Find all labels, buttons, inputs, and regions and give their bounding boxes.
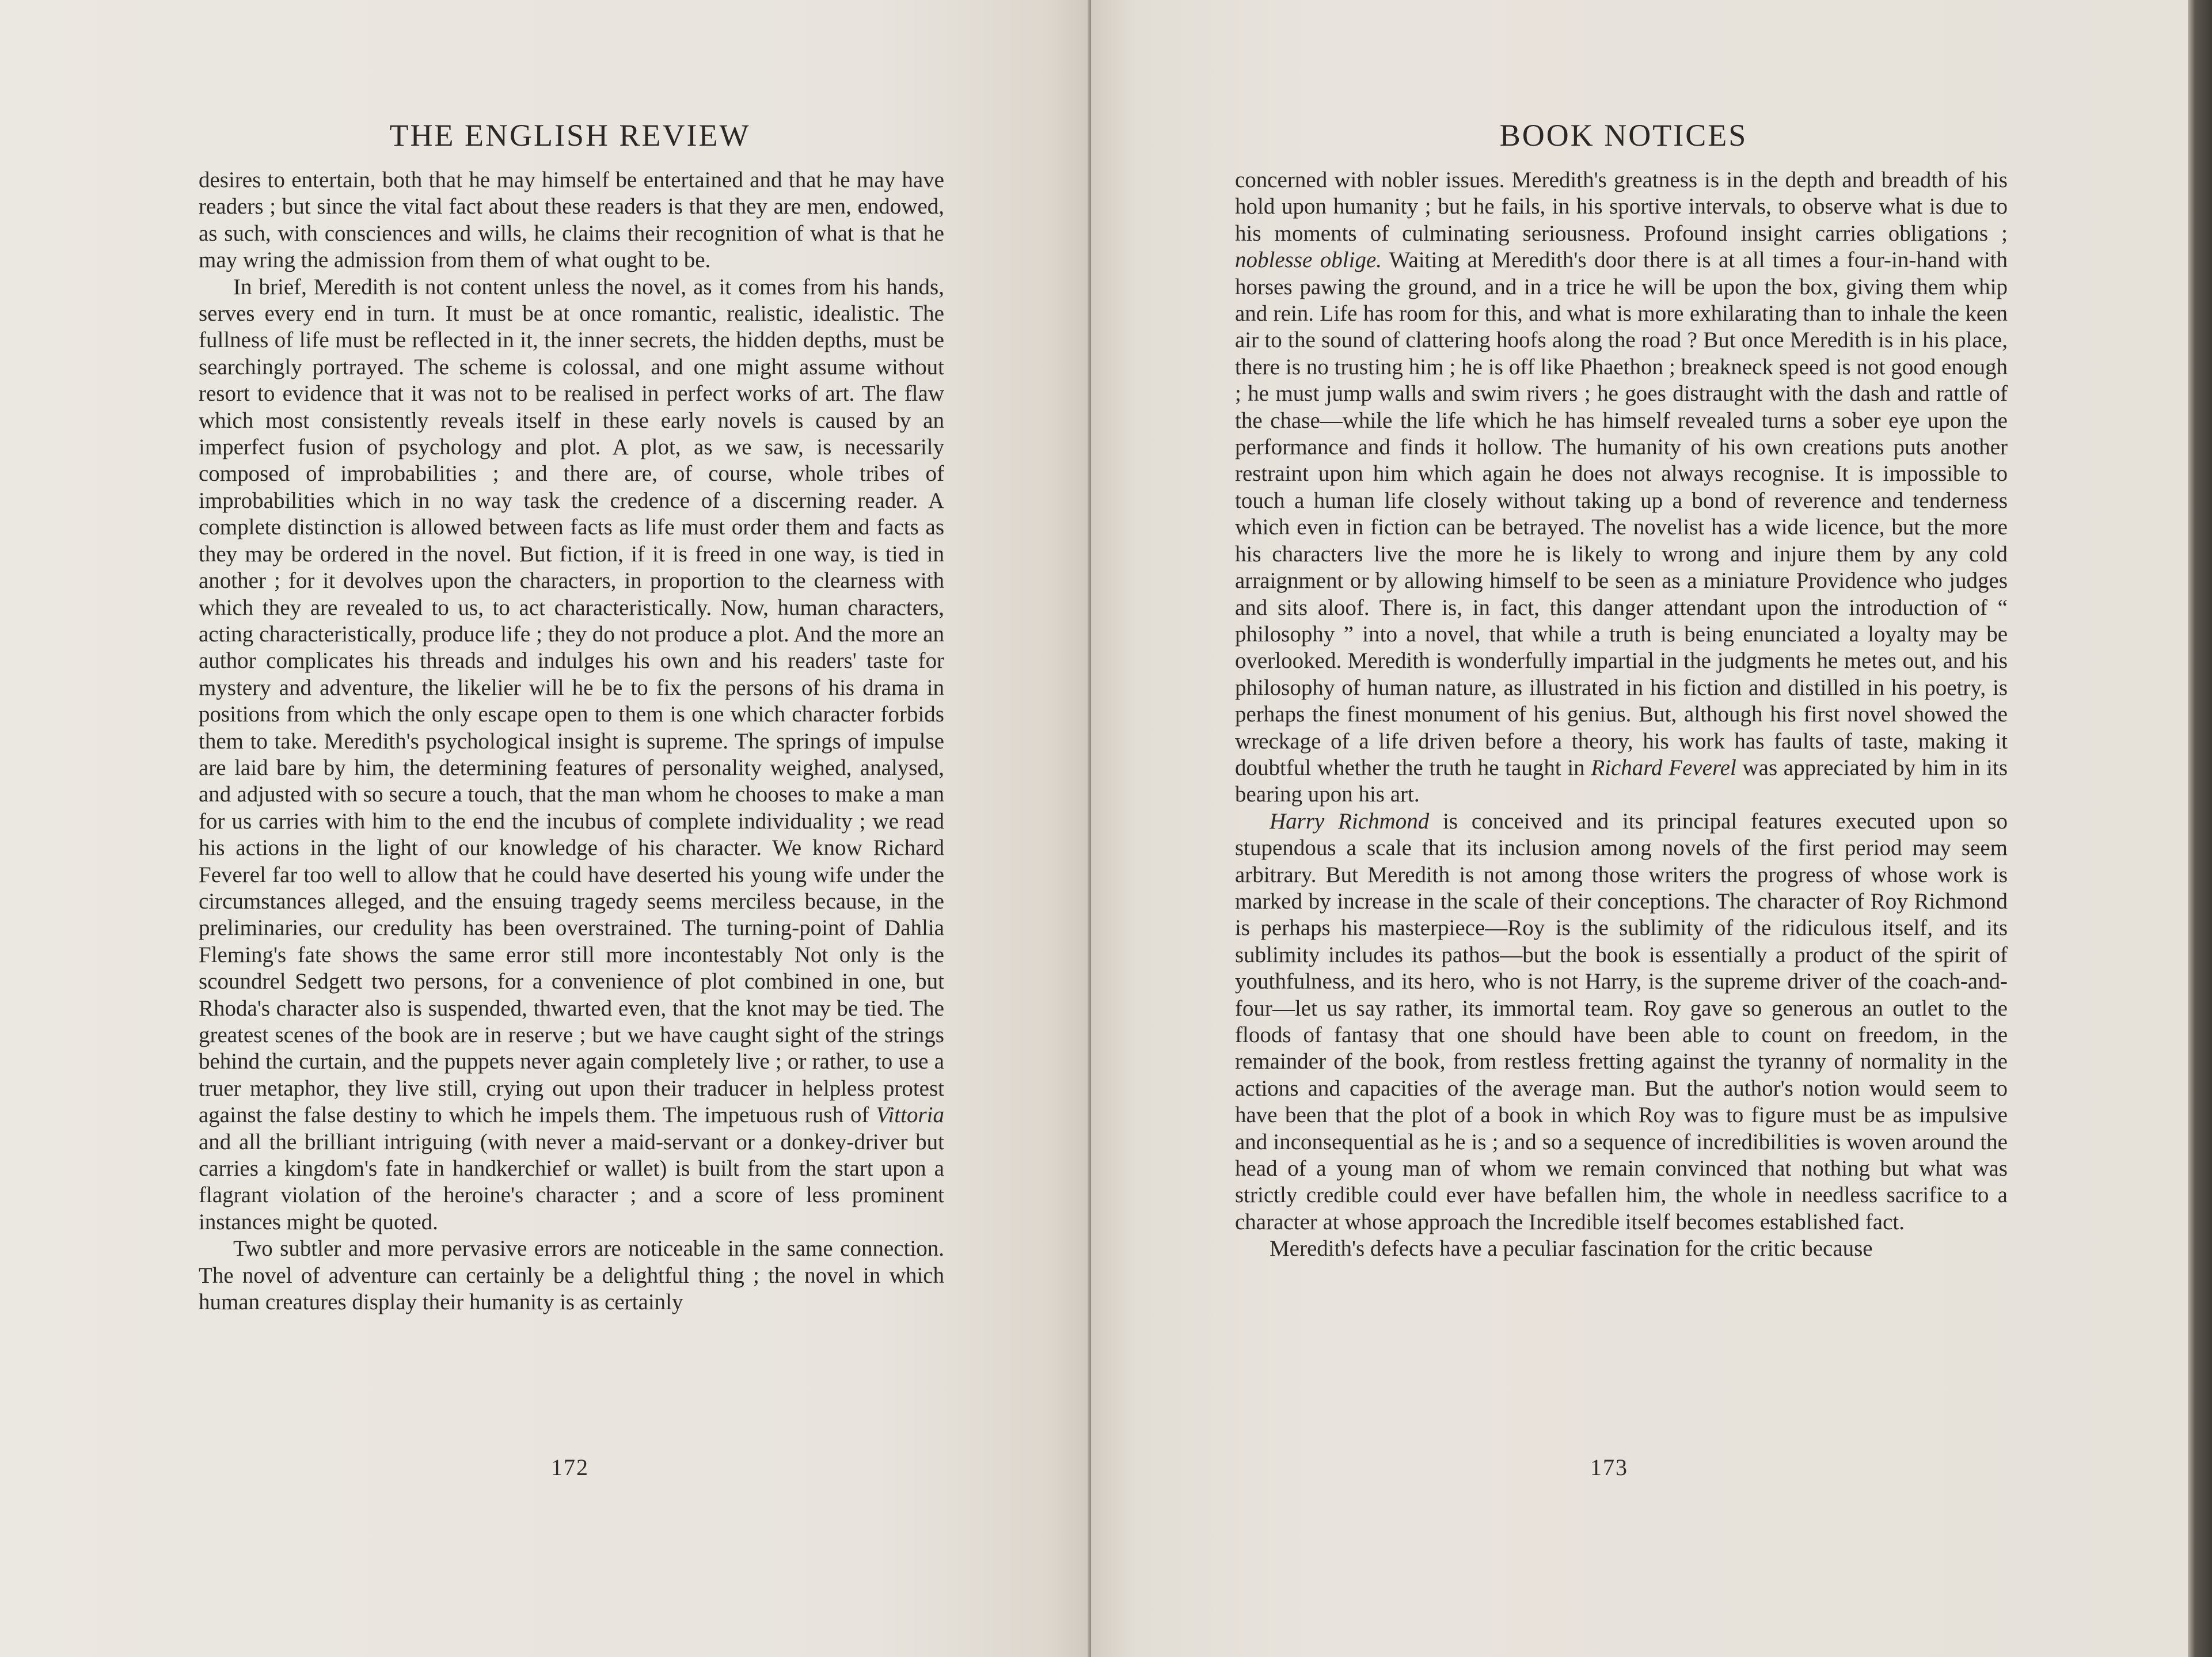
italic-title: Vittoria: [876, 1103, 944, 1128]
italic-title: Harry Richmond: [1270, 808, 1430, 834]
italic-title: Richard Feverel: [1591, 755, 1736, 780]
paragraph-text: and all the brilliant intriguing (with never a maid-servant or a donkey-driver but carries a kingdom's fate in handkerchief or wallet) is built from the start upon a flagrant violation of the heroine's character ; and a score of less prominent instances might be quoted.: [199, 1129, 944, 1234]
page-number-left: 172: [551, 1454, 589, 1480]
paragraph: [1235, 167, 2008, 808]
page-number-right: 173: [1590, 1454, 1628, 1480]
running-head-left: THE ENGLISH REVIEW: [389, 118, 751, 153]
book-edge: [2188, 0, 2212, 1657]
paragraph: [1235, 808, 2008, 1236]
right-page: [1091, 0, 2188, 1657]
left-page: [0, 0, 1091, 1657]
paragraph: Meredith's defects have a peculiar fascination for the critic because: [1270, 1236, 1873, 1261]
paragraph-text: Waiting at Meredith's door there is at all times a four-in-hand with horses pawing the ground, and in a trice he will be upon the box, giving them whip and rein. Life has room for this, and what is more exhilarating than to inhale the keen air to the sound of clattering hoofs along the road ? But once Meredith is in his place, there is no trusting him ; he is off like Phaethon ; breakneck speed is not good enough ; he must jump walls and swim rivers ; he goes distraught with the dash and rattle of the chase—while the life which he has himself revealed turns a sober eye upon the performance and finds it hollow. The humanity of his own creations puts another restraint upon him which again he does not always recognise. It is impossible to touch a human life closely without taking up a bond of reverence and tenderness which even in fiction can be betrayed. The novelist has a wide licence, but the more his characters live the more he is likely to wrong and injure them by any cold arraignment or by allowing himself to be seen as a miniature Providence who judges and sits aloof. There is, in fact, this danger attendant upon the introduction of “ philosophy ” into a novel, that while a truth is being enunciated a loyalty may be overlooked. Meredith is wonderfully impartial in the judgments he metes out, and his philosophy of human nature, as illustrated in his fiction and distilled in his poetry, is perhaps the finest monument of his genius. But, although his first novel showed the wreckage of a life driven before a theory, his work has faults of taste, making it doubtful whether the truth he taught in: [1235, 248, 2008, 780]
paragraph-text: concerned with nobler issues. Meredith's greatness is in the depth and breadth of his hold upon humanity ; but he fails, in his sportive intervals, to observe what is due to his moments of culminating seriousness. Profound insight carries obligations ;: [1235, 168, 2008, 246]
paragraph-text: is conceived and its principal features executed upon so stupendous a scale that its inclusion among novels of the first period may seem arbitrary. But Meredith is not among those writers the progress of whose work is marked by increase in the scale of their conceptions. The character of Roy Richmond is perhaps his masterpiece—Roy is the sublimity of the ridiculous itself, and its sublimity includes its pathos—but the book is essentially a product of the spirit of youthfulness, and its hero, who is not Harry, is the supreme driver of the coach-and-four—let us say rather, its immortal team. Roy gave so generous an outlet to the floods of fantasy that one should have been able to count on freedom, in the remainder of the book, from restless fretting against the tyranny of normality in the actions and capacities of the average man. But the author's notion would seem to have been that the plot of a book in which Roy was to figure must be as impulsive and inconsequential as he is ; and so a sequence of incredibilities is woven around the head of a young man of whom we remain convinced that nothing but what was strictly credible could ever have befallen him, the whole in needless sacrifice to a character at whose approach the Incredible itself becomes established fact.: [1235, 808, 2008, 1234]
paragraph: desires to entertain, both that he may himself be entertained and that he may have readers ; but since the vital fact about these readers is that they are men, endowed, as such, with consciences and wills, he claims their recognition of what is that he may wring the admission from them of what ought to be.: [199, 168, 944, 273]
paragraph: Two subtler and more pervasive errors are noticeable in the same connection. The novel of adventure can certainly be a delightful thing ; the novel in which human creatures display their humanity is as certainly: [199, 1236, 944, 1315]
left-page-text: [199, 167, 944, 1316]
paragraph-text: In brief, Meredith is not content unless the novel, as it comes from his hands, serves every end in turn. It must be at once romantic, realistic, idealistic. The fullness of life must be reflected in it, the inner secrets, the hidden depths, must be searchingly portrayed. The scheme is colossal, and one might assume without resort to evidence that it was not to be realised in perfect works of art. The flaw which most consistently reveals itself in these early novels is caused by an imperfect fusion of psychology and plot. A plot, as we saw, is necessarily composed of improbabilities ; and there are, of course, whole tribes of improbabilities which in no way task the credence of a discerning reader. A complete distinction is allowed between facts as life must order them and facts as they may be ordered in the novel. But fiction, if it is freed in one way, is tied in another ; for it devolves upon the characters, in proportion to the clearness with which they are revealed to us, to act characteristically. Now, human characters, acting characteristically, produce life ; they do not produce a plot. And the more an author complicates his threads and indulges his own and his readers' taste for mystery and adventure, the likelier will he be to fix the persons of his drama in positions from which the only escape open to them is one which character forbids them to take. Meredith's psychological insight is supreme. The springs of impulse are laid bare by him, the determining features of personality weighed, analysed, and adjusted with so secure a touch, that the man whom he chooses to make a man for us carries with him to the end the incubus of complete individuality ; we read his actions in the light of our knowledge of his character. We know Richard Feverel far too well to allow that he could have deserted his young wife under the circumstances alleged, and the ensuing tragedy seems merciless because, in the preliminaries, our credulity has been overstrained. The turning-point of Dahlia Fleming's fate shows the same error still more incontestably Not only is the scoundrel Sedgett two persons, for a convenience of plot combined in one, but Rhoda's character also is suspended, thwarted even, that the knot may be tied. The greatest scenes of the book are in reserve ; but we have caught sight of the strings behind the curtain, and the puppets never again completely live ; or rather, to use a truer metaphor, they live still, crying out upon their traducer in helpless protest against the false destiny to which he impels them. The impetuous rush of: [199, 274, 944, 1128]
italic-phrase: noblesse oblige.: [1235, 248, 1382, 273]
paragraph-text: was appreciated by him in its bearing upon his art.: [1235, 755, 2008, 807]
paragraph: [199, 274, 944, 1236]
running-head-right: BOOK NOTICES: [1499, 118, 1748, 153]
right-page-text: [1235, 167, 2008, 1263]
